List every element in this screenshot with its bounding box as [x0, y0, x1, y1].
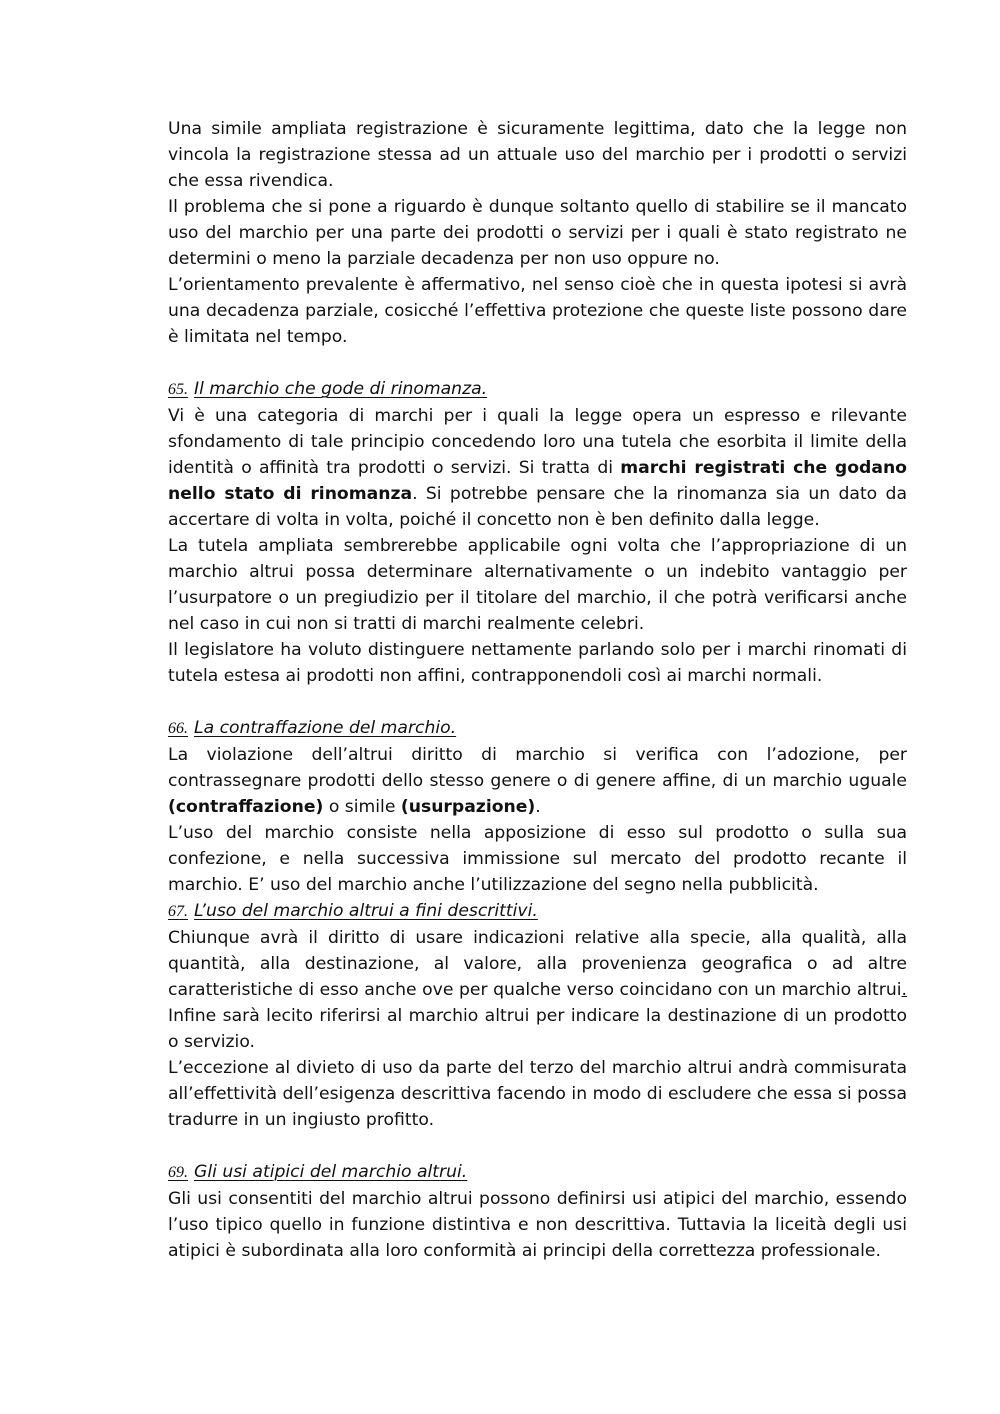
intro-paragraph-3: L’orientamento prevalente è affermativo, nel senso cioè che in questa ipotesi si avrà una decadenza parziale, cosicché l’effettiva protezione che queste liste possono dare è limitata nel tempo.	[168, 275, 907, 347]
section-number: 69.	[168, 1164, 188, 1181]
document-page	[168, 116, 907, 1264]
section-69-paragraph-1: Gli usi consentiti del marchio altrui possono definirsi usi atipici del marchio, essendo l’uso tipico quello in funzione distintiva e non descrittiva. Tuttavia la liceità degli usi atipici è subordinata alla loro conformità ai principi della correttezza professionale.	[168, 1189, 907, 1261]
text-run: .	[535, 797, 541, 817]
section-65-paragraph-3: Il legislatore ha voluto distinguere nettamente parlando solo per i marchi rinomati di tutela estesa ai prodotti non affini, contrapponendoli così ai marchi normali.	[168, 640, 907, 686]
spacer	[168, 1133, 907, 1159]
section-66-heading	[168, 715, 907, 742]
section-title: Gli usi atipici del marchio altrui.	[194, 1162, 468, 1182]
section-67-heading	[168, 898, 907, 925]
section-65-heading	[168, 376, 907, 403]
section-66-paragraph-1	[168, 742, 907, 820]
section-69-heading	[168, 1159, 907, 1186]
bold-text: (contraffazione)	[168, 797, 324, 817]
intro-paragraph-1: Una simile ampliata registrazione è sicuramente legittima, dato che la legge non vincola la registrazione stessa ad un attuale uso del marchio per i prodotti o servizi che essa rivendica.	[168, 119, 907, 191]
spacer	[168, 350, 907, 376]
underlined-dot: .	[901, 980, 907, 1000]
section-66-paragraph-2: L’uso del marchio consiste nella apposizione di esso sul prodotto o sulla sua confezione, e nella successiva immissione sul mercato del prodotto recante il marchio. E’ uso del marchio anche l’utilizzazione del segno nella pubblicità.	[168, 823, 907, 895]
text-run: La violazione dell’altrui diritto di marchio si verifica con l’adozione, per contrassegnare prodotti dello stesso genere o di genere affine, di un marchio uguale	[168, 745, 907, 791]
section-number: 67.	[168, 903, 188, 920]
section-67-paragraph-1	[168, 925, 907, 1055]
text-run: Infine sarà lecito riferirsi al marchio altrui per indicare la destinazione di un prodotto o servizio.	[168, 1006, 907, 1052]
section-title: Il marchio che gode di rinomanza.	[194, 379, 488, 399]
text-run: Chiunque avrà il diritto di usare indicazioni relative alla specie, alla qualità, alla quantità, alla destinazione, al valore, alla provenienza geografica o ad altre caratteristiche di esso anche ove per qualche verso coincidano con un marchio altrui	[168, 928, 907, 1000]
text-run: . Si potrebbe pensare che la rinomanza sia un dato da accertare di volta in volta, poiché il concetto non è ben definito dalla legge.	[168, 484, 907, 530]
section-number: 65.	[168, 381, 188, 398]
bold-text: (usurpazione)	[400, 797, 536, 817]
intro-paragraph-2: Il problema che si pone a riguardo è dunque soltanto quello di stabilire se il mancato uso del marchio per una parte dei prodotti o servizi per i quali è stato registrato ne determini o meno la parziale decadenza per non uso oppure no.	[168, 197, 907, 269]
section-title: La contraffazione del marchio.	[194, 718, 457, 738]
bold-text: marchi registrati che godano nello stato di rinomanza	[168, 458, 907, 504]
section-67-paragraph-2: L’eccezione al divieto di uso da parte del terzo del marchio altrui andrà commisurata all’effettività dell’esigenza descrittiva facendo in modo di escludere che essa si possa tradurre in un ingiusto profitto.	[168, 1058, 907, 1130]
text-run: o simile	[323, 797, 401, 817]
section-65-paragraph-1	[168, 403, 907, 533]
spacer	[168, 689, 907, 715]
section-65-paragraph-2: La tutela ampliata sembrerebbe applicabile ogni volta che l’appropriazione di un marchio altrui possa determinare alternativamente o un indebito vantaggio per l’usurpatore o un pregiudizio per il titolare del marchio, il che potrà verificarsi anche nel caso in cui non si tratti di marchi realmente celebri.	[168, 536, 907, 634]
text-run: Vi è una categoria di marchi per i quali la legge opera un espresso e rilevante sfondamento di tale principio concedendo loro una tutela che esorbita il limite della identità o affinità tra prodotti o servizi. Si tratta di	[168, 406, 907, 478]
section-number: 66.	[168, 720, 188, 737]
section-title: L’uso del marchio altrui a fini descrittivi.	[194, 901, 538, 921]
